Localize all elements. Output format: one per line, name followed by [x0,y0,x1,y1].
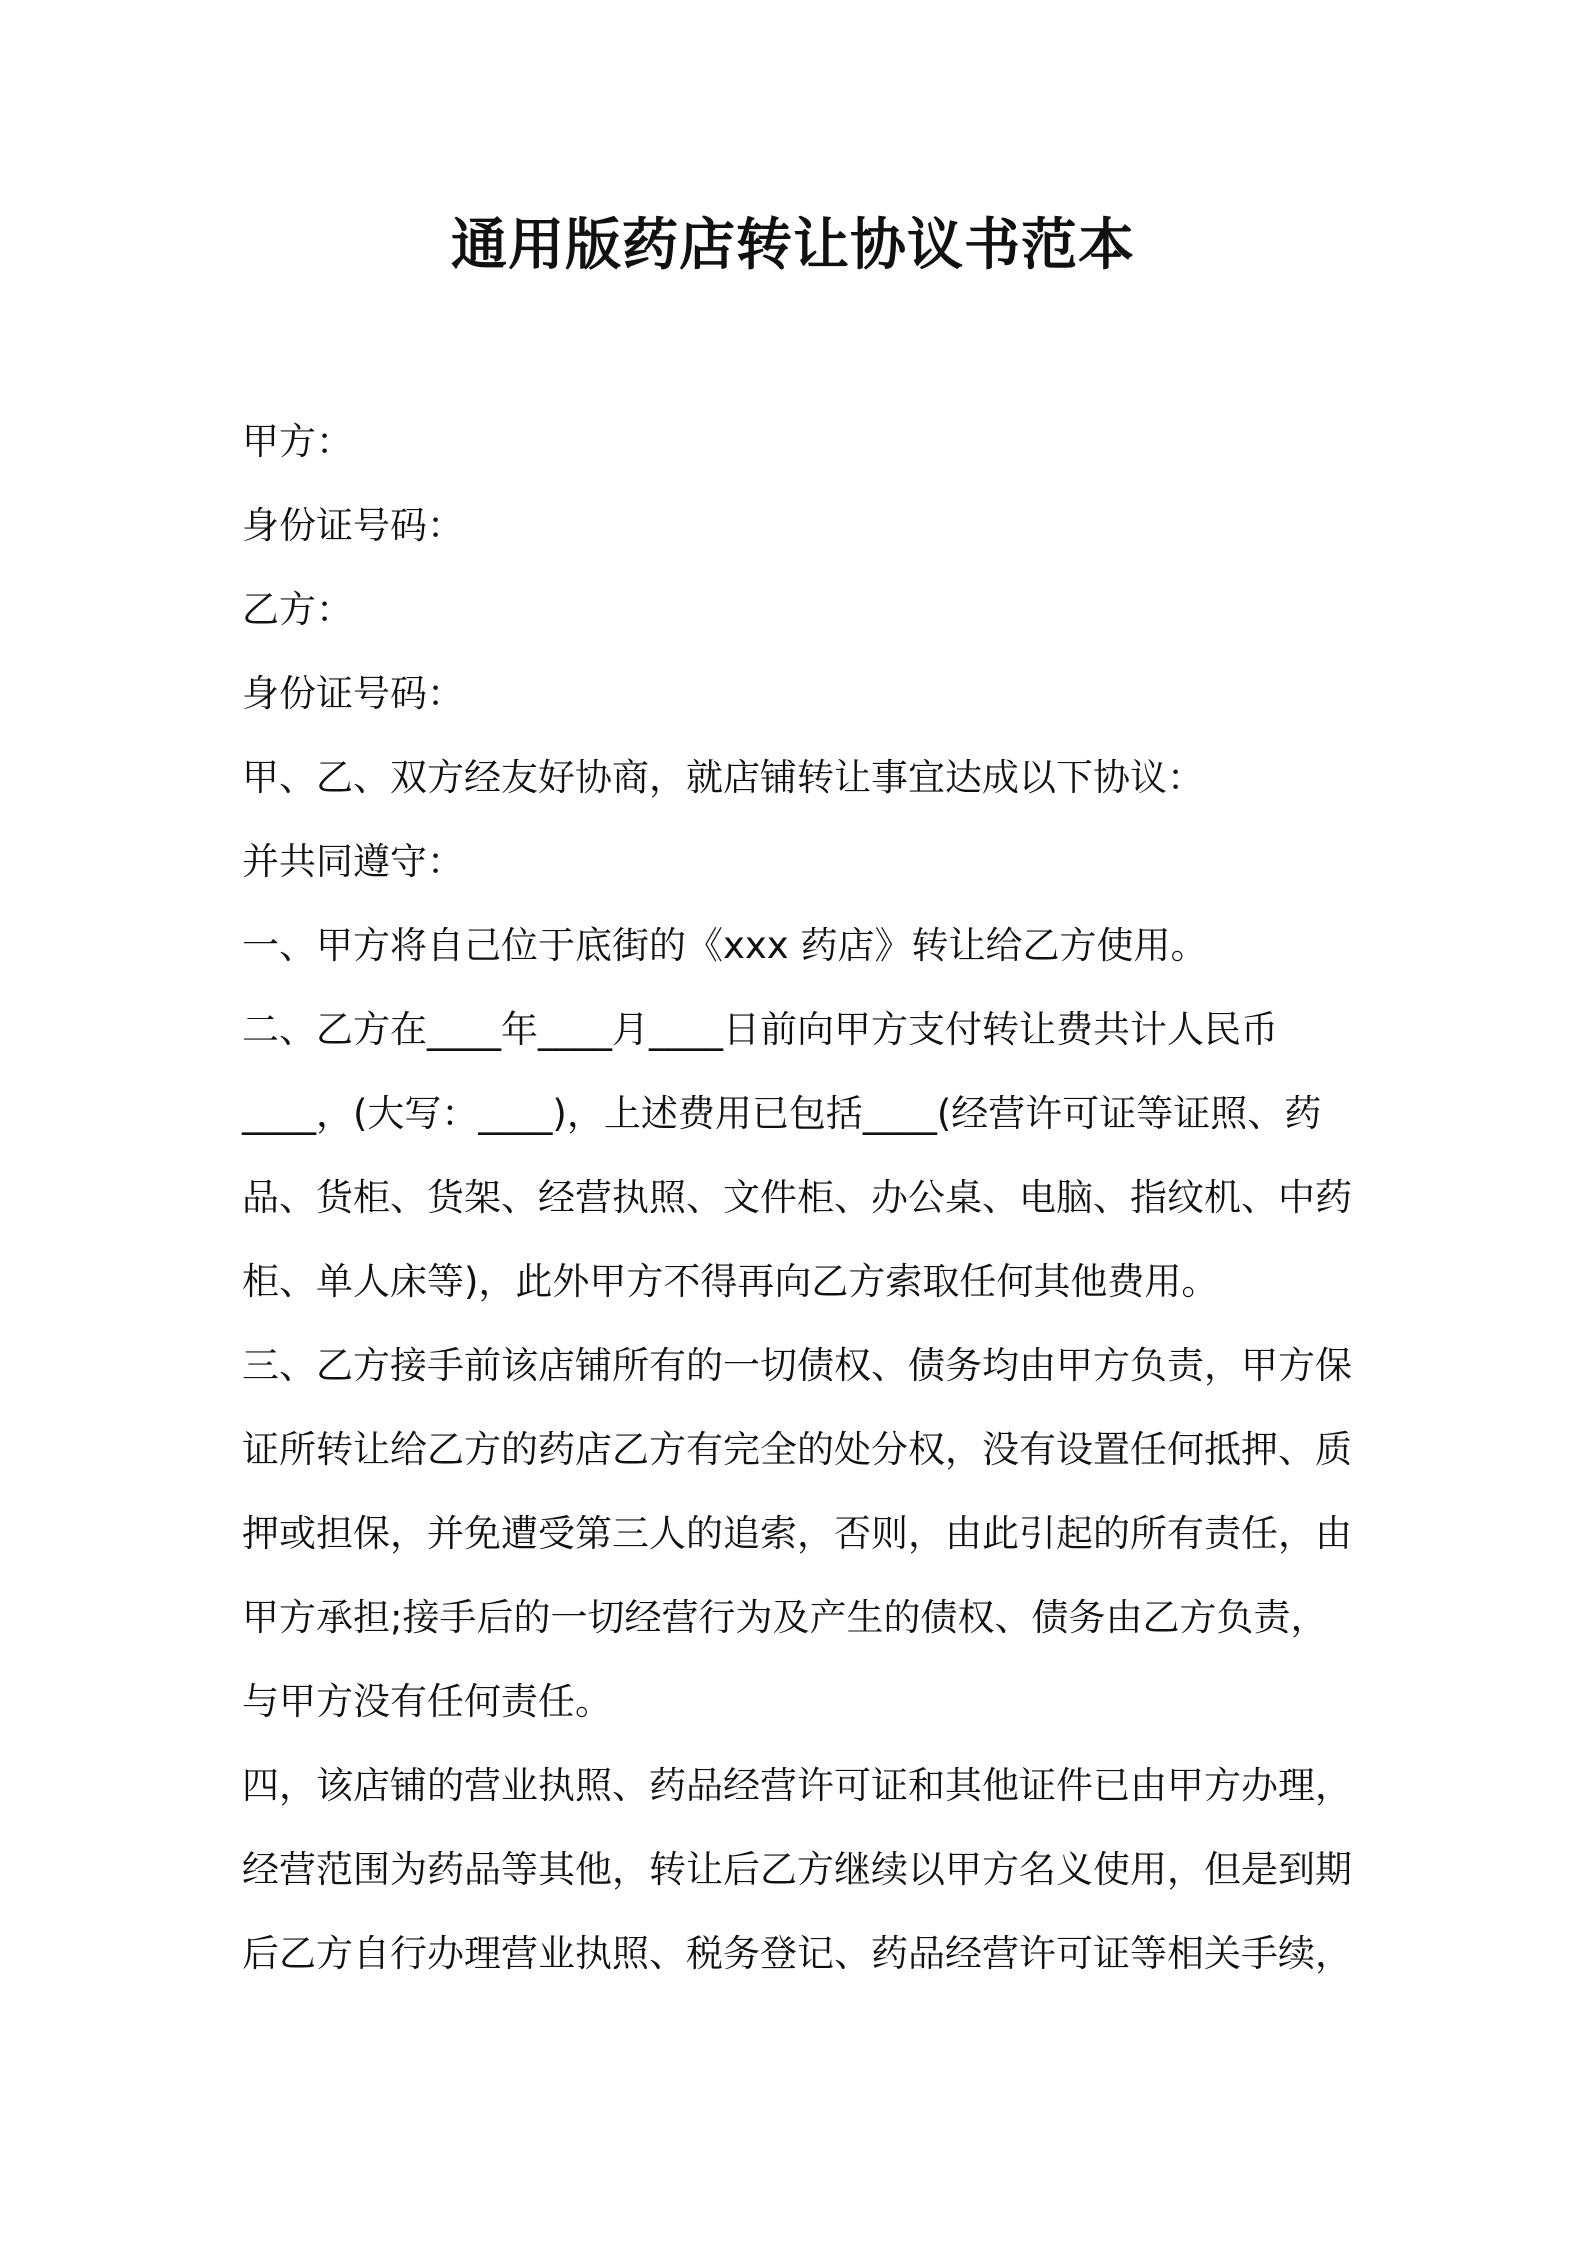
clause-2-line: 二、乙方在____年____月____日前向甲方支付转让费共计人民币 [242,1008,1278,1051]
clause-3-line: 证所转让给乙方的药店乙方有完全的处分权，没有设置任何抵押、质 [242,1428,1352,1471]
party-a-id-label: 身份证号码： [242,504,464,547]
party-b-id-label: 身份证号码： [242,672,464,715]
clause-3-line: 与甲方没有任何责任。 [242,1680,612,1723]
clause-3-line: 三、乙方接手前该店铺所有的一切债权、债务均由甲方负责，甲方保 [242,1344,1352,1387]
clause-4-line: 经营范围为药品等其他，转让后乙方继续以甲方名义使用，但是到期 [242,1848,1352,1891]
preamble-line: 并共同遵守： [242,840,464,883]
clause-3-line: 甲方承担;接手后的一切经营行为及产生的债权、债务由乙方负责， [242,1596,1328,1639]
preamble-line: 甲、乙、双方经友好协商，就店铺转让事宜达成以下协议： [242,756,1204,799]
clause-4-line: 四，该店铺的营业执照、药品经营许可证和其他证件已由甲方办理， [242,1764,1352,1807]
party-b-label: 乙方： [242,588,353,631]
document-body [242,400,1362,1996]
clause-2-line: 柜、单人床等)，此外甲方不得再向乙方索取任何其他费用。 [242,1260,1219,1303]
clause-4-line: 后乙方自行办理营业执照、税务登记、药品经营许可证等相关手续， [242,1932,1352,1975]
document-title: 通用版药店转让协议书范本 [451,213,1135,278]
clause-3-line: 押或担保，并免遭受第三人的追索，否则，由此引起的所有责任，由 [242,1512,1352,1555]
clause-2-line: 品、货柜、货架、经营执照、文件柜、办公桌、电脑、指纹机、中药 [242,1176,1352,1219]
clause-2-line: ____，(大写：____)，上述费用已包括____(经营许可证等证照、药 [242,1092,1322,1135]
clause-1-line: 一、甲方将自己位于底街的《xxx 药店》转让给乙方使用。 [242,924,1208,967]
party-a-label: 甲方： [242,420,353,463]
